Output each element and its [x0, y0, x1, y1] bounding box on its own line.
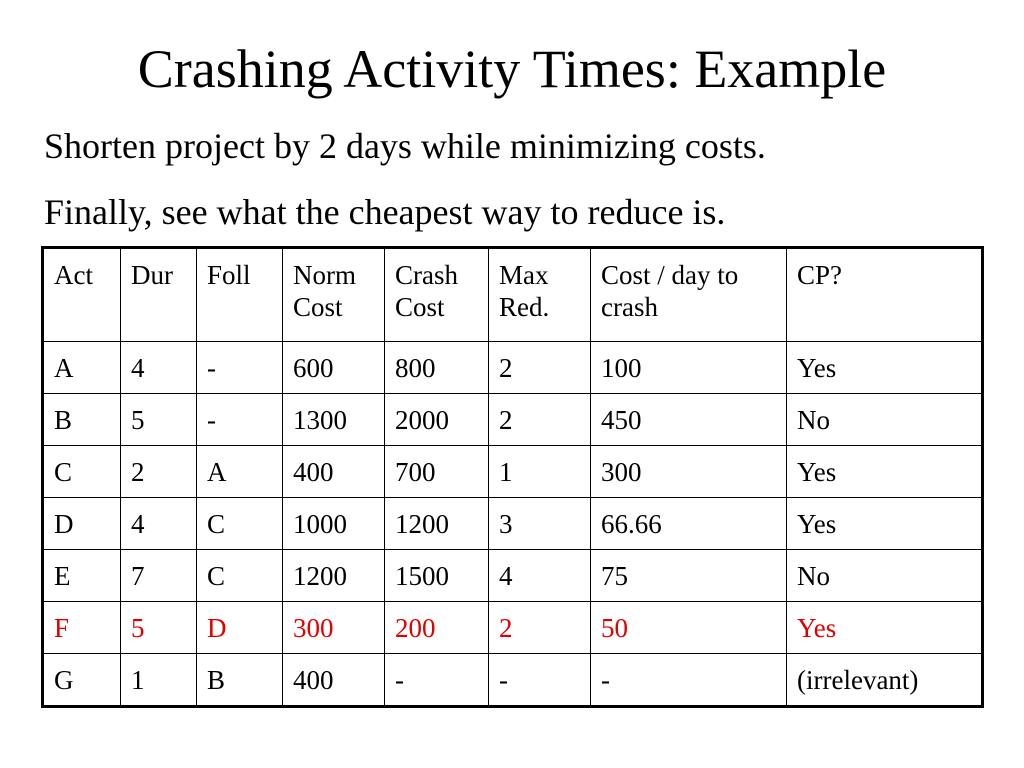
- header-crash-cost: Crash Cost: [385, 248, 489, 342]
- cell-max-red: 4: [489, 550, 591, 602]
- cell-crash-cost: 1500: [385, 550, 489, 602]
- cell-cp: No: [787, 394, 983, 446]
- cell-max-red: 2: [489, 602, 591, 654]
- cell-crash-cost: 800: [385, 342, 489, 394]
- cell-act: A: [43, 342, 121, 394]
- cell-crash-cost: -: [385, 654, 489, 707]
- cell-cost-per-day: 450: [591, 394, 787, 446]
- cell-crash-cost: 1200: [385, 498, 489, 550]
- cell-cost-per-day: 50: [591, 602, 787, 654]
- cell-act: B: [43, 394, 121, 446]
- cell-foll: D: [197, 602, 283, 654]
- cell-dur: 1: [121, 654, 197, 707]
- cell-dur: 7: [121, 550, 197, 602]
- cell-crash-cost: 700: [385, 446, 489, 498]
- instruction-line-2: Finally, see what the cheapest way to reduce is.: [44, 192, 726, 232]
- cell-cp: Yes: [787, 446, 983, 498]
- table-row: [43, 342, 983, 394]
- cell-act: E: [43, 550, 121, 602]
- cell-foll: C: [197, 498, 283, 550]
- cell-dur: 4: [121, 342, 197, 394]
- header-dur: Dur: [121, 248, 197, 342]
- table-row: [43, 602, 983, 654]
- table-row: [43, 498, 983, 550]
- cell-cp: Yes: [787, 342, 983, 394]
- cell-dur: 5: [121, 602, 197, 654]
- cell-act: C: [43, 446, 121, 498]
- cell-norm-cost: 400: [283, 446, 385, 498]
- cell-cost-per-day: 66.66: [591, 498, 787, 550]
- cell-crash-cost: 2000: [385, 394, 489, 446]
- cell-cp: Yes: [787, 498, 983, 550]
- cell-cost-per-day: 75: [591, 550, 787, 602]
- header-cost-per-day: Cost / day to crash: [591, 248, 787, 342]
- cell-cp: No: [787, 550, 983, 602]
- cell-cp: Yes: [787, 602, 983, 654]
- cell-max-red: -: [489, 654, 591, 707]
- cell-max-red: 1: [489, 446, 591, 498]
- table-row: [43, 446, 983, 498]
- cell-norm-cost: 400: [283, 654, 385, 707]
- cell-norm-cost: 1000: [283, 498, 385, 550]
- cell-max-red: 2: [489, 394, 591, 446]
- table-row: [43, 654, 983, 707]
- cell-act: G: [43, 654, 121, 707]
- cell-cost-per-day: 100: [591, 342, 787, 394]
- cell-cp: (irrelevant): [787, 654, 983, 707]
- cell-act: F: [43, 602, 121, 654]
- cell-act: D: [43, 498, 121, 550]
- cell-foll: C: [197, 550, 283, 602]
- table-body: [43, 342, 983, 707]
- cell-dur: 5: [121, 394, 197, 446]
- cell-foll: B: [197, 654, 283, 707]
- cell-norm-cost: 300: [283, 602, 385, 654]
- header-foll: Foll: [197, 248, 283, 342]
- slide-title: Crashing Activity Times: Example: [137, 39, 887, 99]
- cell-max-red: 2: [489, 342, 591, 394]
- header-act: Act: [43, 248, 121, 342]
- cell-max-red: 3: [489, 498, 591, 550]
- crashing-table: [41, 246, 984, 708]
- header-max-red: Max Red.: [489, 248, 591, 342]
- table-header-row: [43, 248, 983, 342]
- header-norm-cost: Norm Cost: [283, 248, 385, 342]
- header-cp: CP?: [787, 248, 983, 342]
- crashing-table-container: [41, 246, 983, 708]
- cell-dur: 2: [121, 446, 197, 498]
- instruction-line-1: Shorten project by 2 days while minimizing costs.: [44, 126, 766, 166]
- table-row: [43, 550, 983, 602]
- table-row: [43, 394, 983, 446]
- cell-dur: 4: [121, 498, 197, 550]
- cell-norm-cost: 600: [283, 342, 385, 394]
- cell-foll: -: [197, 342, 283, 394]
- cell-norm-cost: 1200: [283, 550, 385, 602]
- cell-cost-per-day: -: [591, 654, 787, 707]
- cell-cost-per-day: 300: [591, 446, 787, 498]
- cell-crash-cost: 200: [385, 602, 489, 654]
- cell-foll: A: [197, 446, 283, 498]
- cell-foll: -: [197, 394, 283, 446]
- cell-norm-cost: 1300: [283, 394, 385, 446]
